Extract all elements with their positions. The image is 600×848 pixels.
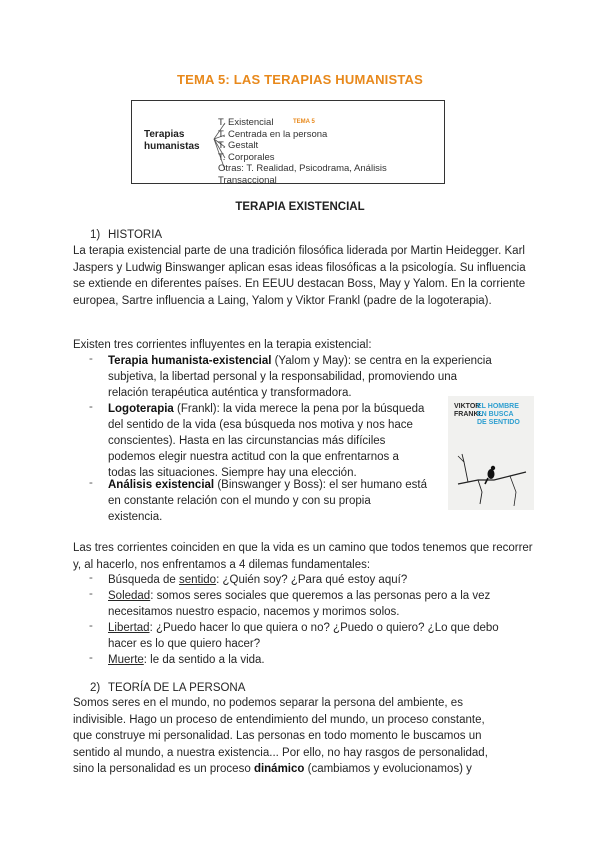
corriente-authors: (Binswanger y Boss)	[214, 479, 323, 491]
persona-line: sentido al mundo, a nuestra existencia... Por ello, no hay rasgos de personalidad,	[73, 746, 488, 759]
dilema-key: Soledad	[108, 590, 151, 602]
diagram-items	[218, 117, 444, 187]
corriente-name: Terapia humanista-existencial	[108, 355, 272, 367]
book-title-line: DE SENTIDO	[477, 419, 520, 426]
therapies-diagram	[131, 100, 445, 184]
book-title-line: EN BUSCA	[477, 411, 514, 418]
corriente-item	[108, 401, 443, 481]
dilema-key: Muerte	[108, 654, 144, 666]
section2-number: 2)	[90, 682, 101, 694]
document-title: TEMA 5: LAS TERAPIAS HUMANISTAS	[177, 72, 423, 87]
corriente-line: podemos elegir nuestra actitud con la que enfrentarnos a	[108, 451, 399, 463]
bullet-dash: -	[89, 477, 93, 489]
bullet-dash: -	[89, 620, 93, 632]
corriente-line: existencia.	[108, 511, 163, 523]
dilema-item	[108, 652, 538, 668]
corrientes-intro: Existen tres corrientes influyentes en la terapia existencial:	[73, 339, 372, 351]
persona-line: Somos seres en el mundo, no podemos separar la persona del ambiente, es	[73, 697, 463, 709]
dilema-line: : ¿Puedo hacer lo que quiera o no? ¿Puedo o quiero? ¿Lo que debo	[149, 622, 499, 634]
diagram-label	[144, 129, 200, 153]
diagram-label-line2: humanistas	[144, 141, 200, 152]
dilema-item	[108, 588, 538, 620]
persona-bold-word: dinámico	[253, 763, 305, 775]
section1-number: 1)	[90, 229, 101, 241]
diagram-item: T. Existencial	[218, 117, 274, 128]
dilema-line: : le da sentido a la vida.	[143, 654, 265, 666]
corriente-item	[108, 353, 538, 401]
bullet-dash: -	[89, 401, 93, 413]
corriente-line: relación terapéutica auténtica y transformadora.	[108, 387, 352, 399]
historia-paragraph: La terapia existencial parte de una tradición filosófica liderada por Martin Heidegger. Karl Jaspers y Ludwig Binswanger aplican esas ideas filosóficas a la psicología. Su influencia se extiende en diferentes países. En EEUU destacan Boss, May y Yalom. En la corriente europea, Sartre influencia a Laing, Yalom y Viktor Frankl (padre de la logoterapia).	[73, 245, 526, 307]
section-heading: TERAPIA EXISTENCIAL	[235, 201, 365, 213]
dilema-item	[108, 620, 538, 652]
book-title-line: EL HOMBRE	[477, 403, 519, 410]
diagram-tag: TEMA 5	[293, 119, 315, 125]
dilema-line: : ¿Quién soy? ¿Para qué estoy aquí?	[216, 574, 408, 586]
corriente-item	[108, 477, 443, 525]
dilema-line: : somos seres sociales que queremos a las personas pero a la vez	[150, 590, 491, 602]
persona-line-end: (cambiamos y evolucionamos) y	[304, 763, 472, 775]
corriente-line: todas las situaciones. Siempre hay una elección.	[108, 467, 357, 479]
corriente-line: subjetiva, la libertad personal y la responsabilidad, promoviendo una	[108, 371, 458, 383]
dilema-prefix: Búsqueda de	[108, 574, 179, 586]
corriente-line: : se centra en la experiencia	[347, 355, 492, 367]
bullet-dash: -	[89, 652, 93, 664]
persona-line: que construye mi personalidad. Las personas en todo momento le buscamos un	[73, 730, 482, 742]
corriente-authors: (Yalom y May)	[271, 355, 348, 367]
diagram-item: T. Gestalt	[218, 140, 259, 152]
diagram-item: T. Corporales	[218, 151, 275, 163]
persona-line: indivisible. Hago un proceso de entendimiento del mundo, un proceso constante,	[73, 713, 485, 726]
dilema-key: sentido	[178, 574, 217, 586]
diagram-item: T. Centrada en la persona	[218, 128, 328, 140]
diagram-item: Otras: T. Realidad, Psicodrama, Análisis Transaccional	[218, 163, 387, 186]
dilemas-intro: Las tres corrientes coinciden en que la vida es un camino que todos tenemos que recorrer y, al hacerlo, nos enfrentamos a 4 dilemas fundamentales:	[73, 542, 533, 571]
persona-line: sino la personalidad es un proceso	[73, 763, 254, 775]
corriente-name: Análisis existencial	[108, 479, 215, 491]
corriente-line: del sentido de la vida (esa búsqueda nos motiva y nos hace	[108, 419, 413, 431]
corriente-authors: (Frankl)	[173, 403, 217, 415]
bird-on-branch-illustration	[448, 396, 534, 510]
corriente-name: Logoterapia	[108, 403, 174, 415]
book-author-line: VIKTOR	[454, 403, 481, 410]
section2-title: TEORÍA DE LA PERSONA	[108, 682, 246, 694]
dilema-line: necesitamos nuestro espacio, nacemos y morimos solos.	[108, 606, 400, 618]
bullet-dash: -	[89, 588, 93, 600]
dilema-key: Libertad	[108, 622, 150, 634]
persona-paragraph	[73, 695, 535, 778]
diagram-label-line1: Terapias	[144, 129, 185, 140]
book-cover-image	[448, 396, 534, 510]
dilema-line: hacer es lo que quiero hacer?	[108, 638, 261, 650]
bullet-dash: -	[89, 353, 93, 365]
book-author-line: FRANKL	[454, 411, 483, 418]
dilema-item	[108, 572, 538, 588]
corriente-line: : la vida merece la pena por la búsqueda	[216, 403, 425, 415]
section1-title: HISTORIA	[108, 229, 163, 241]
corriente-line: en constante relación con el mundo y con su propia	[108, 495, 371, 507]
bullet-dash: -	[89, 572, 93, 584]
corriente-line: conscientes). Hasta en las circunstancias más difíciles	[108, 435, 386, 447]
corriente-line: : el ser humano está	[322, 479, 427, 491]
